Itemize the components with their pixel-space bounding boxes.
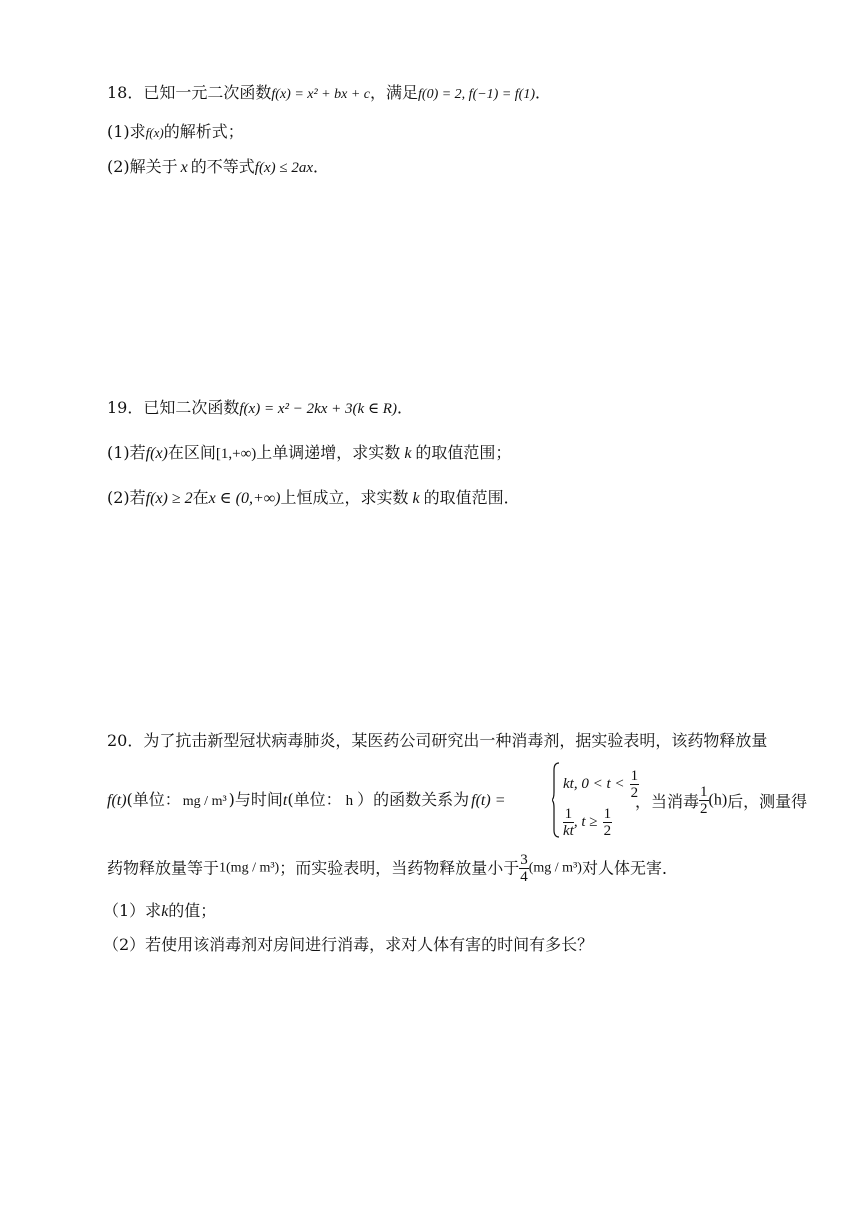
q19-stem-text: 已知二次函数: [143, 398, 240, 417]
q20-line3-text-c: 对人体无害．: [581, 858, 678, 878]
q18-part2: [107, 157, 329, 178]
q20-piece2-num: 1: [564, 806, 573, 822]
q18-stem-text-a: 已知一元二次函数: [143, 83, 272, 102]
q20-piece1: [563, 768, 639, 801]
q18-stem-text-b: ，满足: [370, 83, 419, 102]
q20-part2: [103, 935, 593, 955]
q19-part1: [107, 443, 511, 464]
q19-part1-fx: f(x): [145, 445, 168, 462]
q18-end: ．: [535, 83, 552, 102]
q20-stem-line3: [107, 852, 678, 885]
q20-piece2-bound: [603, 806, 613, 839]
q20-piece2: [563, 806, 612, 839]
q19-part2-label: (2)若: [107, 488, 146, 507]
q20-half-fraction: [699, 784, 709, 817]
q19-part1-text-c: 的取值范围；: [415, 443, 512, 462]
q18-part1-text: 的解析式；: [163, 122, 244, 141]
q20-unit1-label: (单位：: [126, 790, 181, 809]
q19-part1-text-a: 在区间: [167, 443, 216, 462]
q20-after-text-a: ，当消毒: [635, 792, 700, 811]
q18-part1: [107, 122, 244, 143]
q19-stem: [107, 398, 413, 419]
q18-part2-label: (2)解关于: [107, 157, 178, 176]
q20-ft: f(t): [107, 792, 127, 809]
q19-part1-interval: [1,+∞): [215, 446, 257, 462]
q20-after-h: (h): [708, 791, 728, 809]
q19-part2-k: k: [412, 490, 420, 507]
q20-unit1-close: )与时间: [228, 790, 283, 809]
q18-function: f(x) = x² + bx + c: [271, 87, 370, 102]
q18-condition: f(0) = 2, f(−1) = f(1): [418, 87, 535, 102]
q20-piecewise-brace: [552, 762, 560, 838]
q19-part2-text-b: 上恒成立，求实数: [280, 488, 409, 507]
q20-stem-line2-left: [107, 790, 505, 812]
q19-part1-k: k: [404, 445, 412, 462]
q20-unit1: mg / m³: [182, 794, 227, 809]
q20-stem-line2-right: [635, 784, 807, 817]
q20-unit2: h: [345, 793, 354, 809]
q18-part1-label: (1)求: [107, 122, 146, 141]
q20-part1-text: 的值；: [168, 901, 217, 920]
q19-part2-inequality: f(x) ≥ 2: [145, 490, 193, 507]
q18-part2-text: 的不等式: [190, 157, 255, 176]
q18-part2-inequality: f(x) ≤ 2ax: [254, 160, 314, 176]
q20-part2-text: （2）若使用该消毒剂对房间进行消毒，求对人体有害的时间有多长？: [103, 935, 594, 954]
q18-number: 18．: [107, 83, 144, 102]
q20-piece2-den: kt: [563, 823, 574, 839]
q19-part1-text-b: 上单调递增，求实数: [256, 443, 401, 462]
q20-line1-text: 为了抗击新型冠状病毒肺炎，某医药公司研究出一种消毒剂，据实验表明，该药物释放量: [143, 731, 768, 750]
q20-line3-text-b: ；而实验表明，当药物释放量小于: [279, 858, 520, 878]
q19-part2-text-c: 的取值范围．: [423, 488, 520, 507]
q20-value1: 1(mg / m³): [219, 860, 280, 876]
q20-stem-line1: [107, 731, 767, 751]
q20-part1-k: k: [161, 903, 169, 920]
q19-end: ．: [396, 398, 413, 417]
q19-part1-label: (1)若: [107, 443, 146, 462]
q20-line3-text-a: 药物释放量等于: [107, 858, 220, 878]
q20-half-num: 1: [700, 784, 708, 800]
q19-function: f(x) = x² − 2kx + 3(k ∈ R): [239, 401, 397, 417]
q18-part1-fx: f(x): [145, 125, 164, 140]
q20-half-den: 2: [700, 801, 708, 817]
q20-piece2-bound-num: 1: [603, 806, 612, 822]
q20-ft-equals: f(t) =: [471, 792, 506, 809]
q20-three-quarters-den: 4: [520, 869, 528, 885]
q20-value2: (mg / m³): [528, 860, 582, 876]
q20-piece1-expr: kt, 0 < t <: [563, 776, 625, 792]
q20-piece1-num: 1: [630, 768, 639, 784]
q18-part2-end: ．: [313, 157, 330, 176]
q20-t: t: [282, 792, 288, 809]
q20-part1-label: （1）求: [103, 901, 162, 920]
q19-part2-text-a: 在: [192, 488, 209, 507]
q20-unit2-label: (单位：: [287, 790, 342, 809]
q20-three-quarters: [519, 852, 529, 885]
q19-number: 19．: [107, 398, 144, 417]
q18-stem: [107, 83, 551, 105]
q19-part2-domain: x ∈ (0,+∞): [208, 490, 281, 507]
q20-piece2-bound-den: 2: [603, 823, 612, 839]
q20-piece2-expr: , t ≥: [573, 814, 598, 830]
q20-part1: [103, 901, 216, 922]
q18-part2-x: x: [180, 159, 188, 176]
q20-piece2-fraction: [563, 806, 574, 839]
q20-after-text-b: 后，测量得: [727, 792, 808, 811]
q19-part2: [107, 488, 520, 509]
q20-three-quarters-num: 3: [520, 852, 528, 868]
q20-piece1-den: 2: [630, 785, 639, 801]
q20-unit2-close: ）的函数关系为: [357, 790, 470, 809]
q20-number: 20．: [107, 731, 144, 750]
